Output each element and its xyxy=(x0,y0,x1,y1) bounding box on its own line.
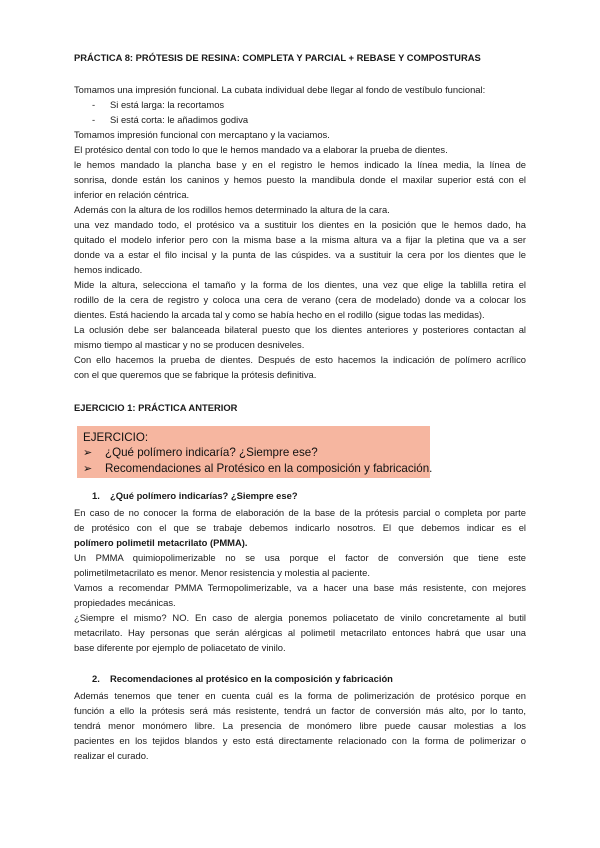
body-line: Además con la altura de los rodillos hemos determinado la altura de la cara. xyxy=(74,204,390,215)
body-line: En caso de no conocer la forma de elaboración de la base de la prótesis parcial o completa por parte xyxy=(74,507,526,518)
body-line: propiedades mecánicas. xyxy=(74,597,176,608)
body-line: Tomamos impresión funcional con mercaptano y la vaciamos. xyxy=(74,129,330,140)
body-line: Un PMMA quimiopolimerizable no se usa porque el factor de conversión que tiene este xyxy=(74,552,526,563)
body-line: tendrá menor monómero libre. La presencia de monómero libre puede causar molestias a los xyxy=(74,720,526,731)
body-line: polimetilmetacrilato es menor. Menor resistencia y molestia al paciente. xyxy=(74,567,370,578)
bullet-item: Si está larga: la recortamos xyxy=(110,99,225,110)
arrow-bullet-icon: ➢ xyxy=(83,447,93,459)
section-number: 1. xyxy=(92,490,100,501)
exercise-box-item xyxy=(83,445,424,461)
body-line: Además tenemos que tener en cuenta cuál es la forma de polimerización de protésico porque en xyxy=(74,690,526,701)
body-line: hemos indicado. xyxy=(74,264,143,275)
body-line: Vamos a recomendar PMMA Termopolimerizable, va a hacer una base más resistente, con mejores xyxy=(74,582,526,593)
body-line: con el que queremos que se fabrique la prótesis definitiva. xyxy=(74,369,317,380)
body-line: ¿Siempre el mismo? NO. En caso de alergia ponemos poliacetato de vinilo concretamente al butil xyxy=(74,612,526,623)
section-number: 2. xyxy=(92,673,100,684)
exercise-box-title: EJERCICIO: xyxy=(83,431,149,444)
bullet-item: Si está corta: le añadimos godiva xyxy=(110,114,249,125)
section-heading: ¿Qué polímero indicarías? ¿Siempre ese? xyxy=(110,490,298,501)
exercise-box-item-text: Recomendaciones al Protésico en la composición y fabricación. xyxy=(105,462,433,475)
body-line: le hemos mandado la plancha base y en el registro le hemos indicado la línea media, la línea de xyxy=(74,159,526,170)
arrow-bullet-icon: ➢ xyxy=(83,463,93,475)
body-line: donde va a estar el filo incisal y la punta de las cúspides. va a sustituir la cera por los dientes que le xyxy=(74,249,526,260)
body-line: sonrisa, donde están los caninos y hemos puesto la mandibula donde el maxilar superior está con el xyxy=(74,174,526,185)
body-line: base diferente por ejemplo de poliacetato de vinilo. xyxy=(74,642,286,653)
body-line: metacrilato. Hay personas que serán alérgicas al polimetil metacrilato entonces habrá que usar una xyxy=(74,627,526,638)
body-line: realizar el curado. xyxy=(74,750,149,761)
exercise-box-item xyxy=(83,461,433,477)
body-line: inferior en relación céntrica. xyxy=(74,189,190,200)
body-line-bold: polímero polimetil metacrilato (PMMA). xyxy=(74,537,248,548)
body-line: una vez mandado todo, el protésico va a sustituir los dientes en la posición que le hemos dado, ha xyxy=(74,219,526,230)
exercise-box xyxy=(77,426,433,478)
body-line: pacientes en los tejidos blandos y esto está directamente relacionado con la forma de polimerizar o xyxy=(74,735,526,746)
section-heading: Recomendaciones al protésico en la composición y fabricación xyxy=(110,673,393,684)
body-line: función a ello la prótesis será más resistente, tendrá un factor de conversión más alto, por lo tanto, xyxy=(74,705,526,716)
intro-line: Tomamos una impresión funcional. La cubata individual debe llegar al fondo de vestíbulo funcional: xyxy=(74,84,486,95)
body-line: quitado el modelo inferior pero con la misma base a la misma altura va a fijar la pletina que va a ser xyxy=(74,234,526,245)
body-line: El protésico dental con todo lo que le hemos mandado va a elaborar la prueba de dientes. xyxy=(74,144,448,155)
exercise-box-item-text: ¿Qué polímero indicaría? ¿Siempre ese? xyxy=(105,446,318,459)
exercise-heading: EJERCICIO 1: PRÁCTICA ANTERIOR xyxy=(74,402,238,413)
body-line: La oclusión debe ser balanceada bilateral puesto que los dientes anteriores y posteriores contactan al xyxy=(74,324,526,335)
body-line: de protésico con el que se trabaje debemos indicarlo nosotros. El que debemos indicar es el xyxy=(74,522,526,533)
body-line: Mide la altura, selecciona el tamaño y la forma de los dientes, una vez que elige la tablilla retira el xyxy=(74,279,526,290)
page-title: PRÁCTICA 8: PRÓTESIS DE RESINA: COMPLETA Y PARCIAL + REBASE Y COMPOSTURAS xyxy=(74,52,481,63)
body-line: mismo tiempo al masticar y no se producen desniveles. xyxy=(74,339,305,350)
bullet-dash: - xyxy=(92,114,96,125)
body-line: rodillo de la cera de registro y coloca una cera de verano (cera de modelado) donde va a colocar los xyxy=(74,294,526,305)
bullet-dash: - xyxy=(92,99,96,110)
body-line: Con ello hacemos la prueba de dientes. Después de esto hacemos la indicación de polímero acrílico xyxy=(74,354,526,365)
body-line: dientes. Está haciendo la arcada tal y como se había hecho en el rodillo (sigue todas las medidas). xyxy=(74,309,485,320)
